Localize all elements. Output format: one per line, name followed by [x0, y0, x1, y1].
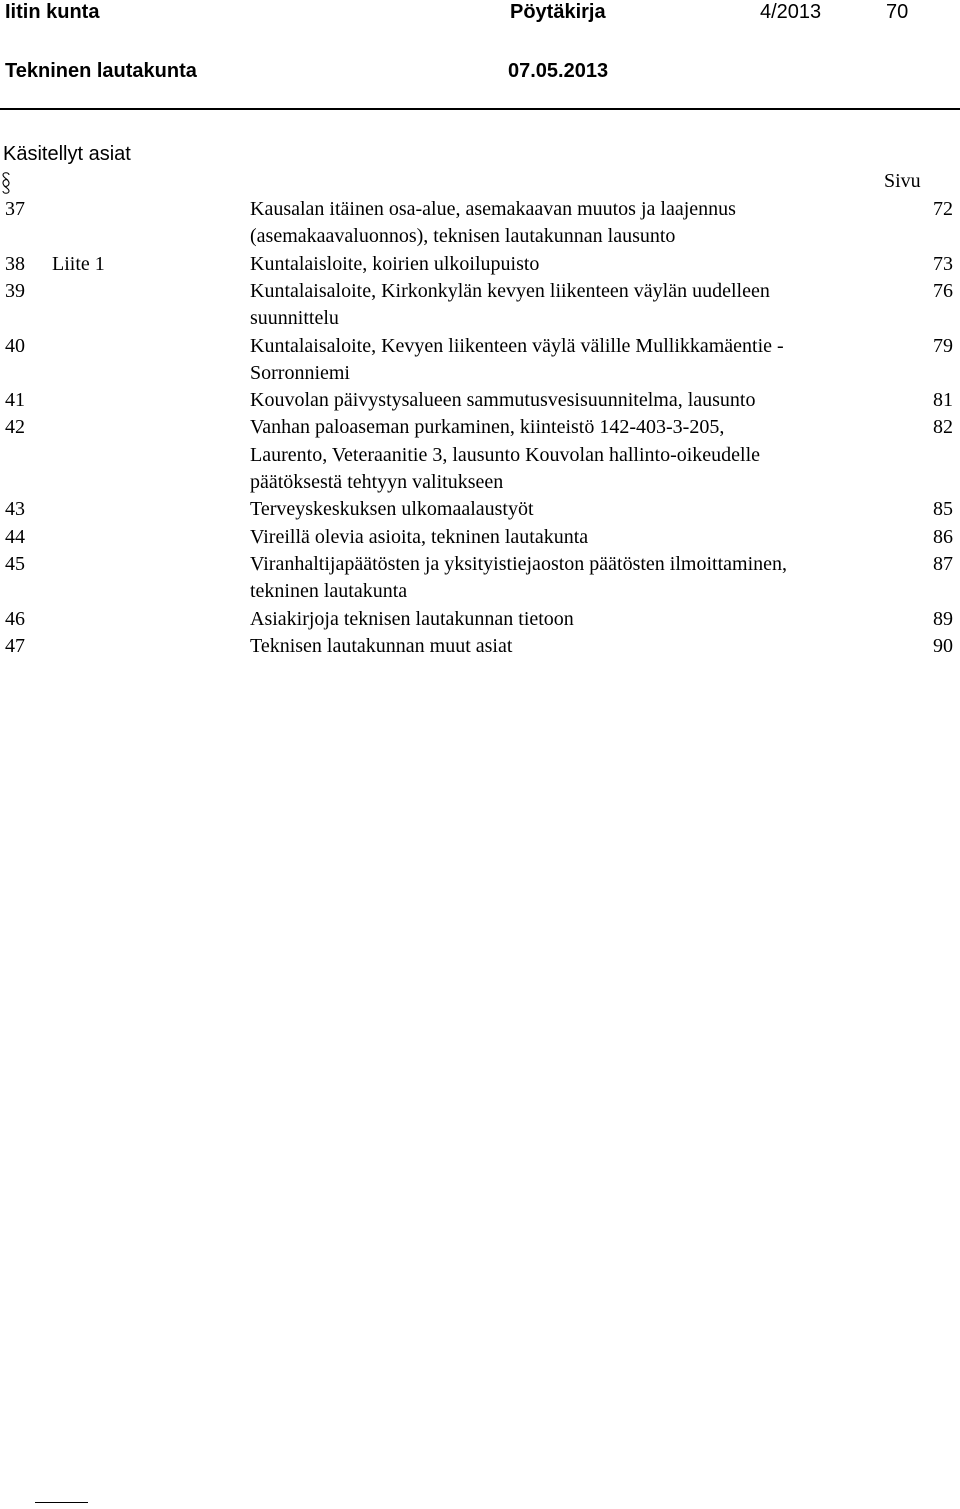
item-number: 42 [5, 416, 25, 439]
footnote-separator [35, 1502, 88, 1503]
item-title-line: päätöksestä tehtyyn valitukseen [250, 470, 504, 493]
item-title-line: Vireillä olevia asioita, tekninen lautakunta [250, 525, 589, 548]
document-type: Pöytäkirja [510, 1, 606, 23]
item-title [250, 633, 890, 660]
section-mark-icon [0, 170, 12, 196]
item-page: 82 [933, 416, 953, 439]
section-heading: Käsitellyt asiat [3, 143, 131, 165]
item-title [250, 414, 890, 496]
meeting-date: 07.05.2013 [508, 60, 609, 82]
item-title-line: Sorronniemi [250, 361, 350, 384]
item-page: 90 [933, 634, 953, 657]
item-page: 85 [933, 498, 953, 521]
item-title-line: Kouvolan päivystysalueen sammutusvesisuunnitelma, lausunto [250, 389, 756, 412]
item-title-line: Terveyskeskuksen ulkomaalaustyöt [250, 498, 534, 521]
item-number: 38 [5, 252, 25, 275]
item-title [250, 196, 890, 251]
item-title [250, 524, 890, 551]
item-title [250, 333, 890, 388]
item-title-line: Laurento, Veteraanitie 3, lausunto Kouvolan hallinto-oikeudelle [250, 443, 761, 466]
item-title [250, 606, 890, 633]
item-title [250, 551, 890, 606]
item-title [250, 496, 890, 523]
header-rule [0, 108, 960, 110]
item-title-line: (asemakaavaluonnos), teknisen lautakunnan lausunto [250, 225, 676, 248]
item-page: 72 [933, 198, 953, 220]
item-title [250, 387, 890, 414]
board-name: Tekninen lautakunta [5, 60, 197, 82]
item-page: 87 [933, 552, 953, 575]
item-number: 43 [5, 498, 25, 521]
item-page: 89 [933, 607, 953, 630]
item-title-line: Kausalan itäinen osa-alue, asemakaavan muutos ja laajennus [250, 198, 736, 220]
issue-number: 4/2013 [760, 1, 822, 23]
item-page: 86 [933, 525, 953, 548]
item-number: 37 [5, 198, 25, 220]
item-page: 79 [933, 334, 953, 357]
item-number: 41 [5, 389, 25, 412]
item-title-line: Viranhaltijapäätösten ja yksityistiejaoston päätösten ilmoittaminen, [250, 552, 788, 575]
item-title-line: tekninen lautakunta [250, 580, 408, 603]
item-title-line: Teknisen lautakunnan muut asiat [250, 634, 513, 657]
item-number: 47 [5, 634, 25, 657]
item-title-line: Asiakirjoja teknisen lautakunnan tietoon [250, 607, 574, 630]
item-title [250, 251, 890, 278]
item-title-line: Vanhan paloaseman purkaminen, kiinteistö 142-403-3-205, [250, 416, 725, 439]
page-number: 70 [886, 1, 909, 23]
item-number: 46 [5, 607, 25, 630]
page-column-label: Sivu [884, 170, 921, 192]
item-title-line: suunnittelu [250, 307, 339, 330]
item-number: 40 [5, 334, 25, 357]
item-title-line: Kuntalaisaloite, Kevyen liikenteen väylä välille Mullikkamäentie - [250, 334, 784, 357]
item-number: 45 [5, 552, 25, 575]
item-attachment: Liite 1 [52, 252, 105, 275]
item-number: 39 [5, 279, 25, 302]
item-page: 76 [933, 279, 953, 302]
municipality-name: Iitin kunta [5, 1, 100, 23]
item-page: 73 [933, 252, 953, 275]
item-number: 44 [5, 525, 25, 548]
item-title [250, 278, 890, 333]
item-title-line: Kuntalaisaloite, Kirkonkylän kevyen liikenteen väylän uudelleen [250, 279, 770, 302]
item-page: 81 [933, 389, 953, 412]
item-title-line: Kuntalaisloite, koirien ulkoilupuisto [250, 252, 540, 275]
